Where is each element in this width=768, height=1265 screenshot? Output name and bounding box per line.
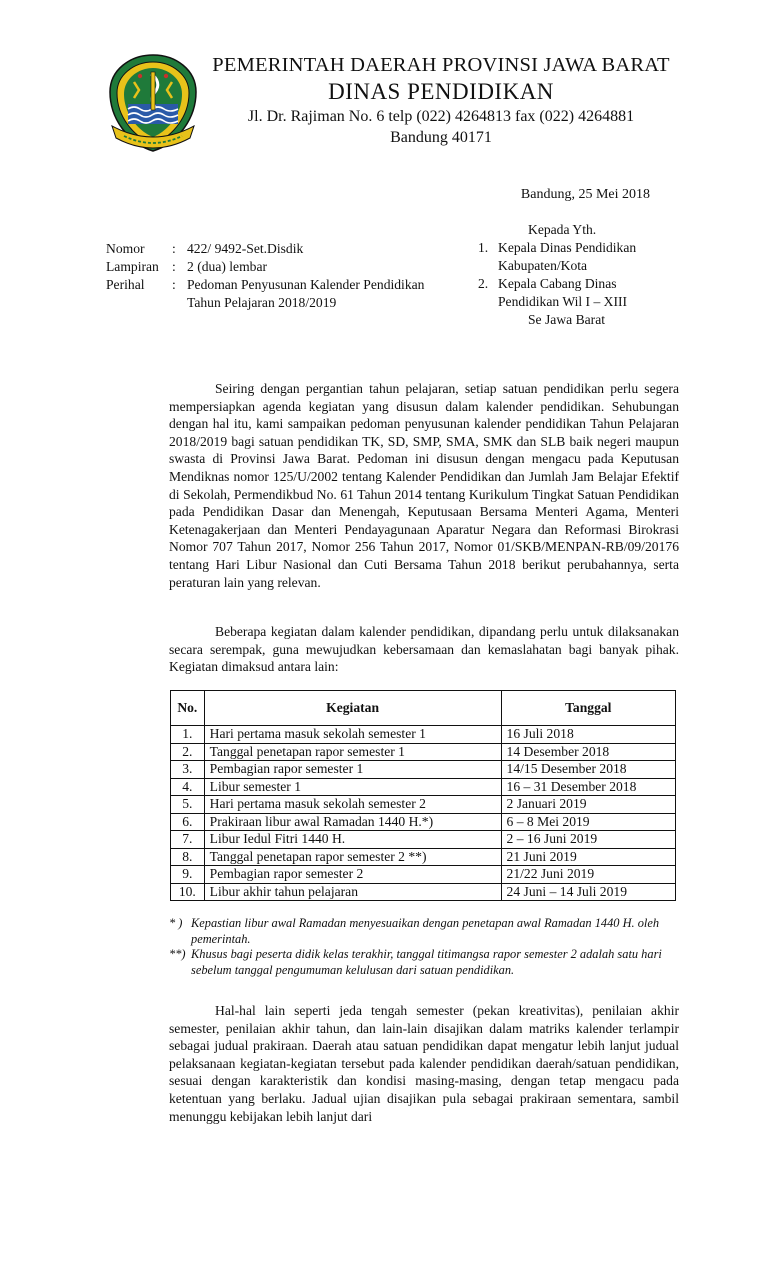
cell-tanggal: 24 Juni – 14 Juli 2019: [501, 883, 675, 901]
column-header-no: No.: [171, 691, 205, 726]
cell-no: 5.: [171, 796, 205, 814]
cell-tanggal: 21/22 Juni 2019: [501, 866, 675, 884]
meta-lampiran: [106, 258, 467, 276]
cell-no: 4.: [171, 778, 205, 796]
cell-kegiatan: Libur Iedul Fitri 1440 H.: [204, 831, 501, 849]
cell-kegiatan: Pembagian rapor semester 1: [204, 761, 501, 779]
recipients-block: [478, 221, 678, 329]
recipient-line: Pendidikan Wil I – XIII: [498, 294, 628, 309]
meta-lampiran-value: 2 (dua) lembar: [187, 259, 268, 274]
cell-kegiatan: Prakiraan libur awal Ramadan 1440 H.*): [204, 813, 501, 831]
cell-kegiatan: Libur semester 1: [204, 778, 501, 796]
footnote-text: Kepastian libur awal Ramadan menyesuaikan dengan penetapan awal Ramadan 1440 H. oleh pemerintah.: [191, 916, 660, 946]
cell-tanggal: 2 Januari 2019: [501, 796, 675, 814]
cell-kegiatan: Tanggal penetapan rapor semester 1: [204, 743, 501, 761]
footnote: [169, 916, 681, 947]
footnote-mark: **): [169, 947, 186, 961]
cell-tanggal: 16 Juli 2018: [501, 726, 675, 744]
cell-no: 6.: [171, 813, 205, 831]
letterhead-government: PEMERINTAH DAERAH PROVINSI JAWA BARAT: [212, 54, 670, 76]
table-row: [171, 761, 676, 779]
table-header-row: [171, 691, 676, 726]
table-row: [171, 883, 676, 901]
activities-table: [170, 690, 676, 901]
cell-no: 1.: [171, 726, 205, 744]
cell-no: 9.: [171, 866, 205, 884]
cell-tanggal: 16 – 31 Desember 2018: [501, 778, 675, 796]
cell-kegiatan: Tanggal penetapan rapor semester 2 **): [204, 848, 501, 866]
cell-kegiatan: Hari pertama masuk sekolah semester 2: [204, 796, 501, 814]
meta-colon: :: [172, 241, 176, 256]
letterhead: [206, 52, 676, 148]
recipient-line: Se Jawa Barat: [528, 312, 606, 327]
west-java-emblem-icon: [106, 52, 200, 154]
recipient-number: 2.: [478, 276, 489, 291]
meta-perihal: [106, 276, 467, 312]
table-row: [171, 796, 676, 814]
column-header-tanggal: Tanggal: [501, 691, 675, 726]
paragraph-other-matters: Hal-hal lain seperti jeda tengah semester (pekan kreativitas), penilaian akhir semester, penilaian akhir tahun, dan lain-lain disajikan dalam matriks kalender terlampir sebagai judual prakiraan. Daerah atau satuan pendidikan dapat mengatur lebih lanjut judual pelaksanaan kegiatan-kegiatan tersebut pada kalender pendidikan daerah/satuan pendidikan, sesuai dengan karakteristik dan kondisi masing-masing, dengan tetap mengacu pada ketentuan yang berlaku. Jadual ujian disajikan pula sebagai prakiraan sementara, sambil menunggu kebijakan lebih lanjut dari: [169, 1003, 679, 1124]
paragraph-activities: Beberapa kegiatan dalam kalender pendidikan, dipandang perlu untuk dilaksanakan secara serempak, guna mewujudkan kebersamaan dan kemaslahatan bagi banyak pihak. Kegiatan dimaksud antara lain:: [169, 624, 679, 675]
recipient-item: [478, 239, 678, 257]
meta-perihal-value: Pedoman Penyusunan Kalender Pendidikan Tahun Pelajaran 2018/2019: [187, 277, 425, 310]
table-row: [171, 743, 676, 761]
meta-lampiran-label: Lampiran: [106, 259, 159, 274]
letterhead-department: DINAS PENDIDIKAN: [328, 79, 554, 104]
paragraph-intro: Seiring dengan pergantian tahun pelajaran, setiap satuan pendidikan perlu segera mempersiapkan agenda kegiatan yang disusun dalam kalender pendidikan. Sehubungan dengan hal itu, kami sampaikan pedoman penyusunan kalender pendidikan Tahun Pelajaran 2018/2019 bagi satuan pendidikan TK, SD, SMP, SMA, SMK dan SLB baik negeri maupun swasta di Provinsi Jawa Barat. Pedoman ini disusun dengan mengacu pada Keputusan Mendiknas nomor 125/U/2002 tentang Kalender Pendidikan dan Jumlah Jam Belajar Efektif di Sekolah, Permendikbud No. 61 Tahun 2014 tentang Kurikulum Tingkat Satuan Pendidikan pada Pendidikan Dasar dan Menengah, Keputusaan Bersama Menteri Agama, Menteri Ketenagakerjaan dan Menteri Pendayagunaan Aparatur Negara dan Reformasi Birokrasi Nomor 707 Tahun 2017, Nomor 256 Tahun 2017, Nomor 01/SKB/MENPAN-RB/09/20176 tentang Hari Libur Nasional dan Cuti Bersama Tahun 2018 berikut perubahannya, serta peraturan lain yang relevan.: [169, 381, 679, 590]
cell-no: 3.: [171, 761, 205, 779]
cell-tanggal: 21 Juni 2019: [501, 848, 675, 866]
table-row: [171, 866, 676, 884]
meta-nomor: [106, 240, 467, 258]
letter-date: Bandung, 25 Mei 2018: [520, 187, 650, 202]
letterhead-address: Jl. Dr. Rajiman No. 6 telp (022) 4264813 fax (022) 4264881: [247, 108, 635, 125]
cell-tanggal: 14 Desember 2018: [501, 743, 675, 761]
meta-perihal-label: Perihal: [106, 277, 145, 292]
cell-kegiatan: Pembagian rapor semester 2: [204, 866, 501, 884]
letter-meta: [106, 240, 467, 312]
recipient-number: 1.: [478, 240, 489, 255]
cell-kegiatan: Hari pertama masuk sekolah semester 1: [204, 726, 501, 744]
cell-no: 10.: [171, 883, 205, 901]
footnote-mark: * ): [169, 916, 183, 930]
recipient-item: [478, 275, 678, 293]
recipient-line: Kepala Cabang Dinas: [498, 276, 617, 291]
cell-kegiatan: Libur akhir tahun pelajaran: [204, 883, 501, 901]
table-row: [171, 813, 676, 831]
cell-no: 8.: [171, 848, 205, 866]
table-row: [171, 778, 676, 796]
table-footnotes: [169, 916, 681, 978]
cell-no: 7.: [171, 831, 205, 849]
table-row: [171, 831, 676, 849]
meta-colon: :: [172, 259, 176, 274]
letterhead-city: Bandung 40171: [390, 129, 492, 146]
cell-tanggal: 6 – 8 Mei 2019: [501, 813, 675, 831]
meta-nomor-value: 422/ 9492-Set.Disdik: [187, 241, 304, 256]
table-row: [171, 726, 676, 744]
footnote-text: Khusus bagi peserta didik kelas terakhir, tanggal titimangsa rapor semester 2 adalah satu hari sebelum tanggal pengumuman kelulusan dari satuan pendidikan.: [191, 947, 662, 977]
cell-tanggal: 14/15 Desember 2018: [501, 761, 675, 779]
column-header-kegiatan: Kegiatan: [204, 691, 501, 726]
meta-colon: :: [172, 277, 176, 292]
table-row: [171, 848, 676, 866]
recipient-line: Kepala Dinas Pendidikan: [498, 240, 637, 255]
recipient-line: Kabupaten/Kota: [498, 258, 588, 273]
meta-nomor-label: Nomor: [106, 241, 145, 256]
cell-no: 2.: [171, 743, 205, 761]
cell-tanggal: 2 – 16 Juni 2019: [501, 831, 675, 849]
recipients-greeting: Kepada Yth.: [528, 222, 597, 237]
footnote: [169, 947, 681, 978]
